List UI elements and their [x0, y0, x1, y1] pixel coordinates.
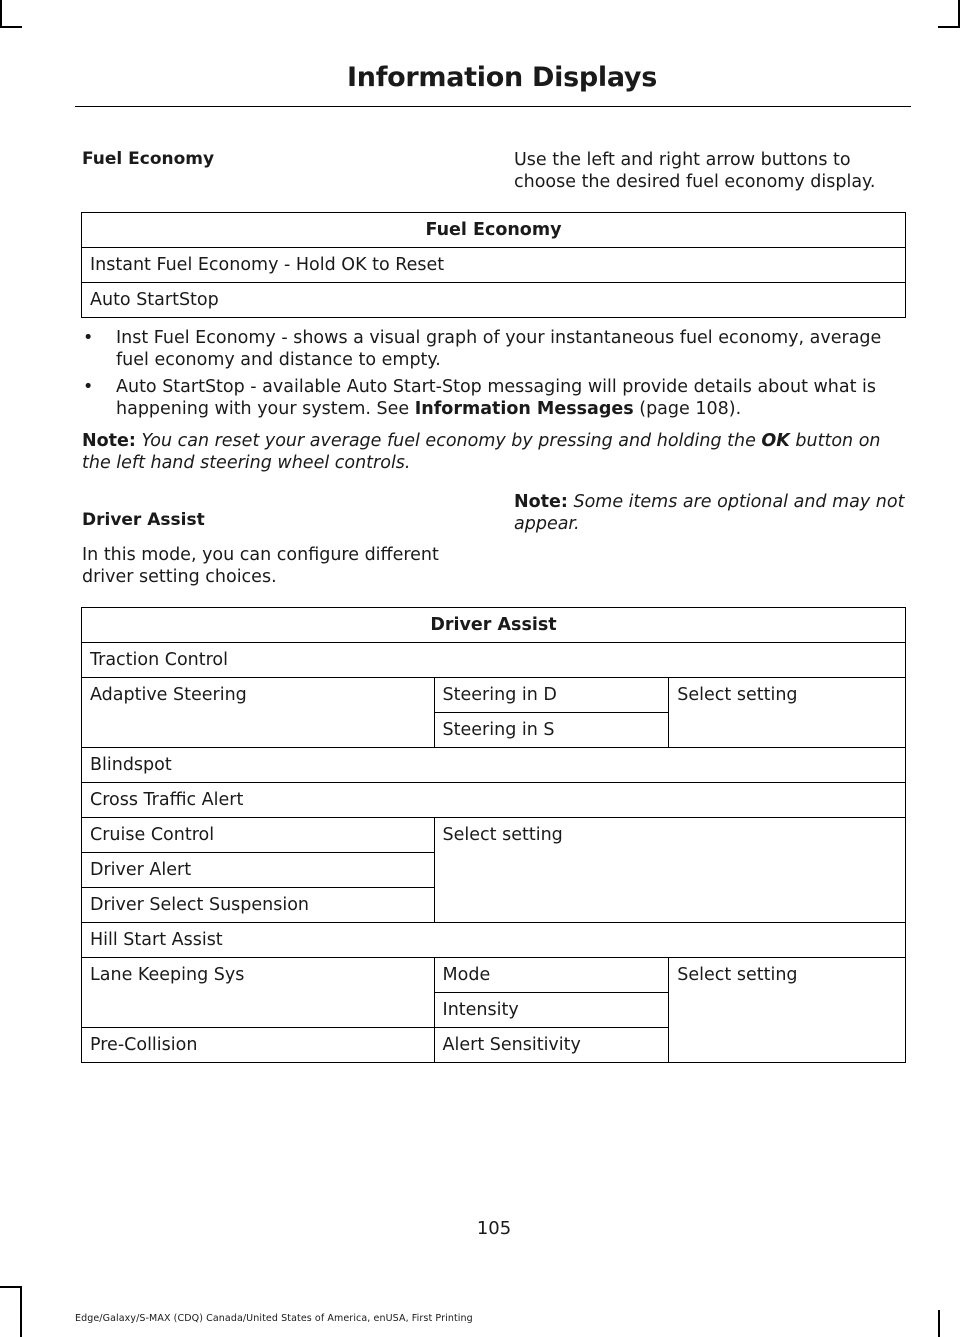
table-row: Instant Fuel Economy - Hold OK to Reset	[82, 248, 906, 283]
table-cell: Steering in S	[434, 713, 669, 748]
crop-mark	[938, 1310, 940, 1337]
note-label: Note:	[514, 492, 568, 512]
table-cell: Cross Traffic Alert	[82, 783, 906, 818]
table-cell: Cruise Control	[82, 818, 435, 853]
table-cell: Driver Alert	[82, 853, 435, 888]
table-cell: Blindspot	[82, 748, 906, 783]
crop-mark	[0, 0, 2, 28]
driver-assist-note	[514, 491, 909, 535]
note-text-end: button on the left hand steering wheel controls.	[82, 431, 881, 473]
bullet-text-start: Auto StartStop - available Auto Start-Stop messaging will provide details about what is happening with your system. See	[116, 377, 877, 419]
table-cell: Select setting	[434, 818, 905, 923]
fuel-economy-heading: Fuel Economy	[82, 149, 215, 169]
table-cell: Adaptive Steering	[82, 678, 435, 748]
driver-assist-intro: In this mode, you can configure different driver setting choices.	[82, 545, 439, 587]
table-cell: Traction Control	[82, 643, 906, 678]
bullet-text-end: (page 108).	[633, 399, 742, 419]
bullet-icon: •	[83, 328, 94, 348]
ok-button-name: OK	[761, 431, 790, 451]
table-cell: Mode	[434, 958, 669, 993]
note-text-start: You can reset your average fuel economy by pressing and holding the	[135, 431, 762, 451]
crop-mark	[0, 1286, 22, 1288]
cross-reference-link[interactable]: Information Messages	[414, 399, 634, 419]
table-cell: Lane Keeping Sys	[82, 958, 435, 1028]
list-item	[83, 327, 906, 371]
page-title: Information Displays	[347, 62, 657, 93]
crop-mark	[0, 26, 22, 28]
page-number: 105	[476, 1218, 512, 1239]
table-cell: Hill Start Assist	[82, 923, 906, 958]
table-cell: Pre-Collision	[82, 1028, 435, 1063]
bullet-icon: •	[83, 377, 94, 397]
table-cell: Steering in D	[434, 678, 669, 713]
driver-assist-heading: Driver Assist	[82, 510, 205, 530]
list-item	[83, 376, 906, 420]
note-label: Note:	[82, 431, 136, 451]
fuel-note	[82, 430, 912, 474]
table-row: Auto StartStop	[82, 283, 906, 318]
fuel-economy-intro: Use the left and right arrow buttons to choose the desired fuel economy display.	[514, 150, 876, 192]
table-cell: Intensity	[434, 993, 669, 1028]
table-cell: Select setting	[669, 678, 906, 748]
table-header: Fuel Economy	[82, 213, 906, 248]
title-divider	[75, 106, 911, 107]
bullet-text	[116, 376, 906, 420]
edition-footer: Edge/Galaxy/S-MAX (CDQ) Canada/United States of America, enUSA, First Printing	[75, 1313, 473, 1324]
table-header: Driver Assist	[82, 608, 906, 643]
note-text: Some items are optional and may not appear.	[514, 492, 905, 534]
table-cell: Select setting	[669, 958, 906, 1063]
crop-mark	[938, 26, 960, 28]
crop-mark	[20, 1286, 22, 1337]
bullet-text: Inst Fuel Economy - shows a visual graph of your instantaneous fuel economy, average fuel economy and distance to empty.	[116, 328, 882, 370]
driver-assist-table	[81, 607, 906, 1063]
table-cell: Driver Select Suspension	[82, 888, 435, 923]
table-cell: Alert Sensitivity	[434, 1028, 669, 1063]
fuel-economy-table	[81, 212, 906, 318]
